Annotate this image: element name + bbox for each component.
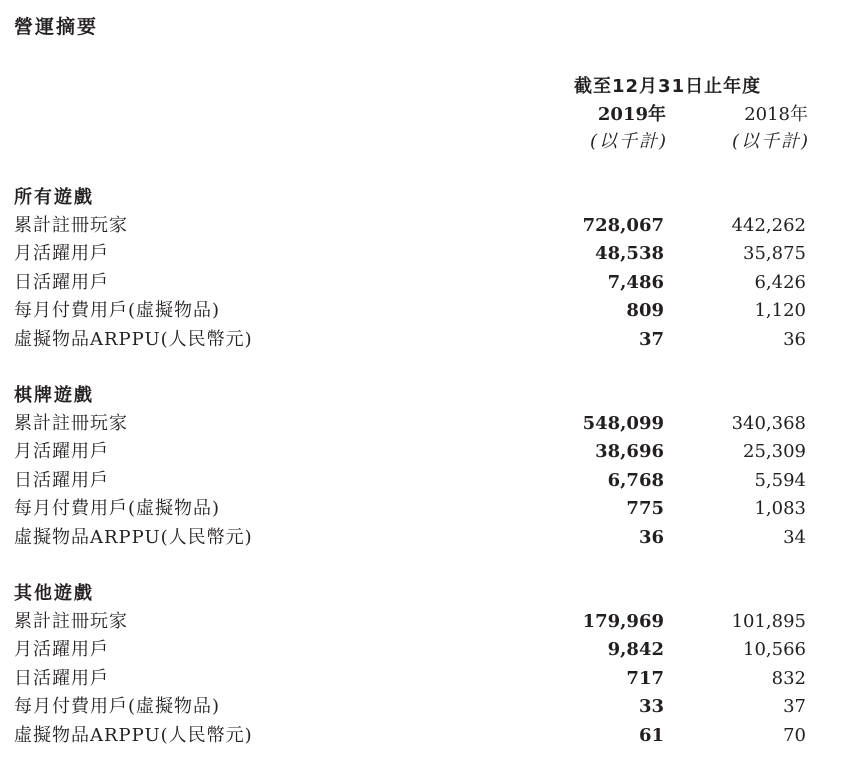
section-title: 棋牌遊戲 [14, 385, 94, 406]
value-2018: 6,426 [754, 271, 806, 293]
table-row [14, 212, 814, 240]
unit-2018-heading: (以千計) [731, 131, 810, 152]
row-label: 虛擬物品ARPPU(人民幣元) [14, 328, 253, 350]
row-label: 日活躍用戶 [14, 667, 109, 689]
value-2019: 7,486 [607, 271, 664, 293]
value-2019: 728,067 [582, 215, 664, 236]
value-2018: 442,262 [731, 215, 806, 236]
value-2019: 33 [638, 696, 664, 718]
value-2019: 48,538 [595, 243, 664, 265]
value-2018: 832 [771, 667, 806, 689]
table-row [14, 693, 814, 721]
value-2018: 36 [783, 328, 806, 350]
section-title: 其他遊戲 [14, 583, 94, 604]
row-label: 每月付費用戶(虛擬物品) [14, 300, 221, 322]
table-row [14, 665, 814, 693]
section-other-games [14, 580, 814, 750]
row-label: 月活躍用戶 [14, 639, 109, 661]
table-row [14, 326, 814, 354]
value-2018: 70 [783, 724, 806, 746]
table-row [14, 467, 814, 495]
table-row [14, 410, 814, 438]
value-2019: 37 [638, 328, 664, 350]
value-2019: 6,768 [607, 469, 664, 491]
row-label: 虛擬物品ARPPU(人民幣元) [14, 526, 253, 548]
row-label: 月活躍用戶 [14, 243, 109, 265]
section-all-games [14, 184, 814, 354]
row-label: 每月付費用戶(虛擬物品) [14, 498, 221, 520]
value-2019: 717 [626, 667, 664, 689]
value-2019: 775 [626, 498, 664, 520]
value-2018: 340,368 [731, 413, 806, 434]
table-row [14, 722, 814, 750]
section-card-games [14, 382, 814, 552]
table-row [14, 636, 814, 664]
value-2019: 548,099 [582, 413, 664, 434]
row-label: 日活躍用戶 [14, 469, 109, 491]
table-row [14, 297, 814, 325]
value-2019: 61 [638, 724, 664, 746]
unit-2019-heading: (以千計) [589, 131, 668, 152]
value-2018: 101,895 [731, 611, 806, 632]
value-2019: 38,696 [595, 441, 664, 463]
table-row [14, 438, 814, 466]
page-title: 營運摘要 [14, 16, 99, 38]
table-row [14, 524, 814, 552]
value-2018: 1,083 [754, 498, 806, 520]
table-row [14, 495, 814, 523]
row-label: 累計註冊玩家 [14, 215, 128, 236]
row-label: 累計註冊玩家 [14, 413, 128, 434]
value-2018: 34 [783, 526, 806, 548]
value-2018: 37 [783, 696, 806, 718]
row-label: 每月付費用戶(虛擬物品) [14, 696, 221, 718]
period-heading: 截至12月31日止年度 [574, 76, 762, 97]
value-2018: 1,120 [754, 300, 806, 322]
value-2018: 5,594 [754, 469, 806, 491]
value-2018: 25,309 [743, 441, 806, 463]
year-2018-heading: 2018年 [744, 104, 808, 125]
value-2019: 36 [638, 526, 664, 548]
value-2018: 35,875 [743, 243, 806, 265]
row-label: 累計註冊玩家 [14, 611, 128, 632]
value-2019: 179,969 [582, 611, 664, 632]
value-2018: 10,566 [743, 639, 806, 661]
table-row [14, 240, 814, 268]
section-title: 所有遊戲 [14, 187, 94, 208]
row-label: 日活躍用戶 [14, 271, 109, 293]
row-label: 虛擬物品ARPPU(人民幣元) [14, 724, 253, 746]
table-row [14, 608, 814, 636]
value-2019: 809 [626, 300, 664, 322]
year-2019-heading: 2019年 [597, 104, 666, 125]
row-label: 月活躍用戶 [14, 441, 109, 463]
value-2019: 9,842 [607, 639, 664, 661]
table-row [14, 269, 814, 297]
